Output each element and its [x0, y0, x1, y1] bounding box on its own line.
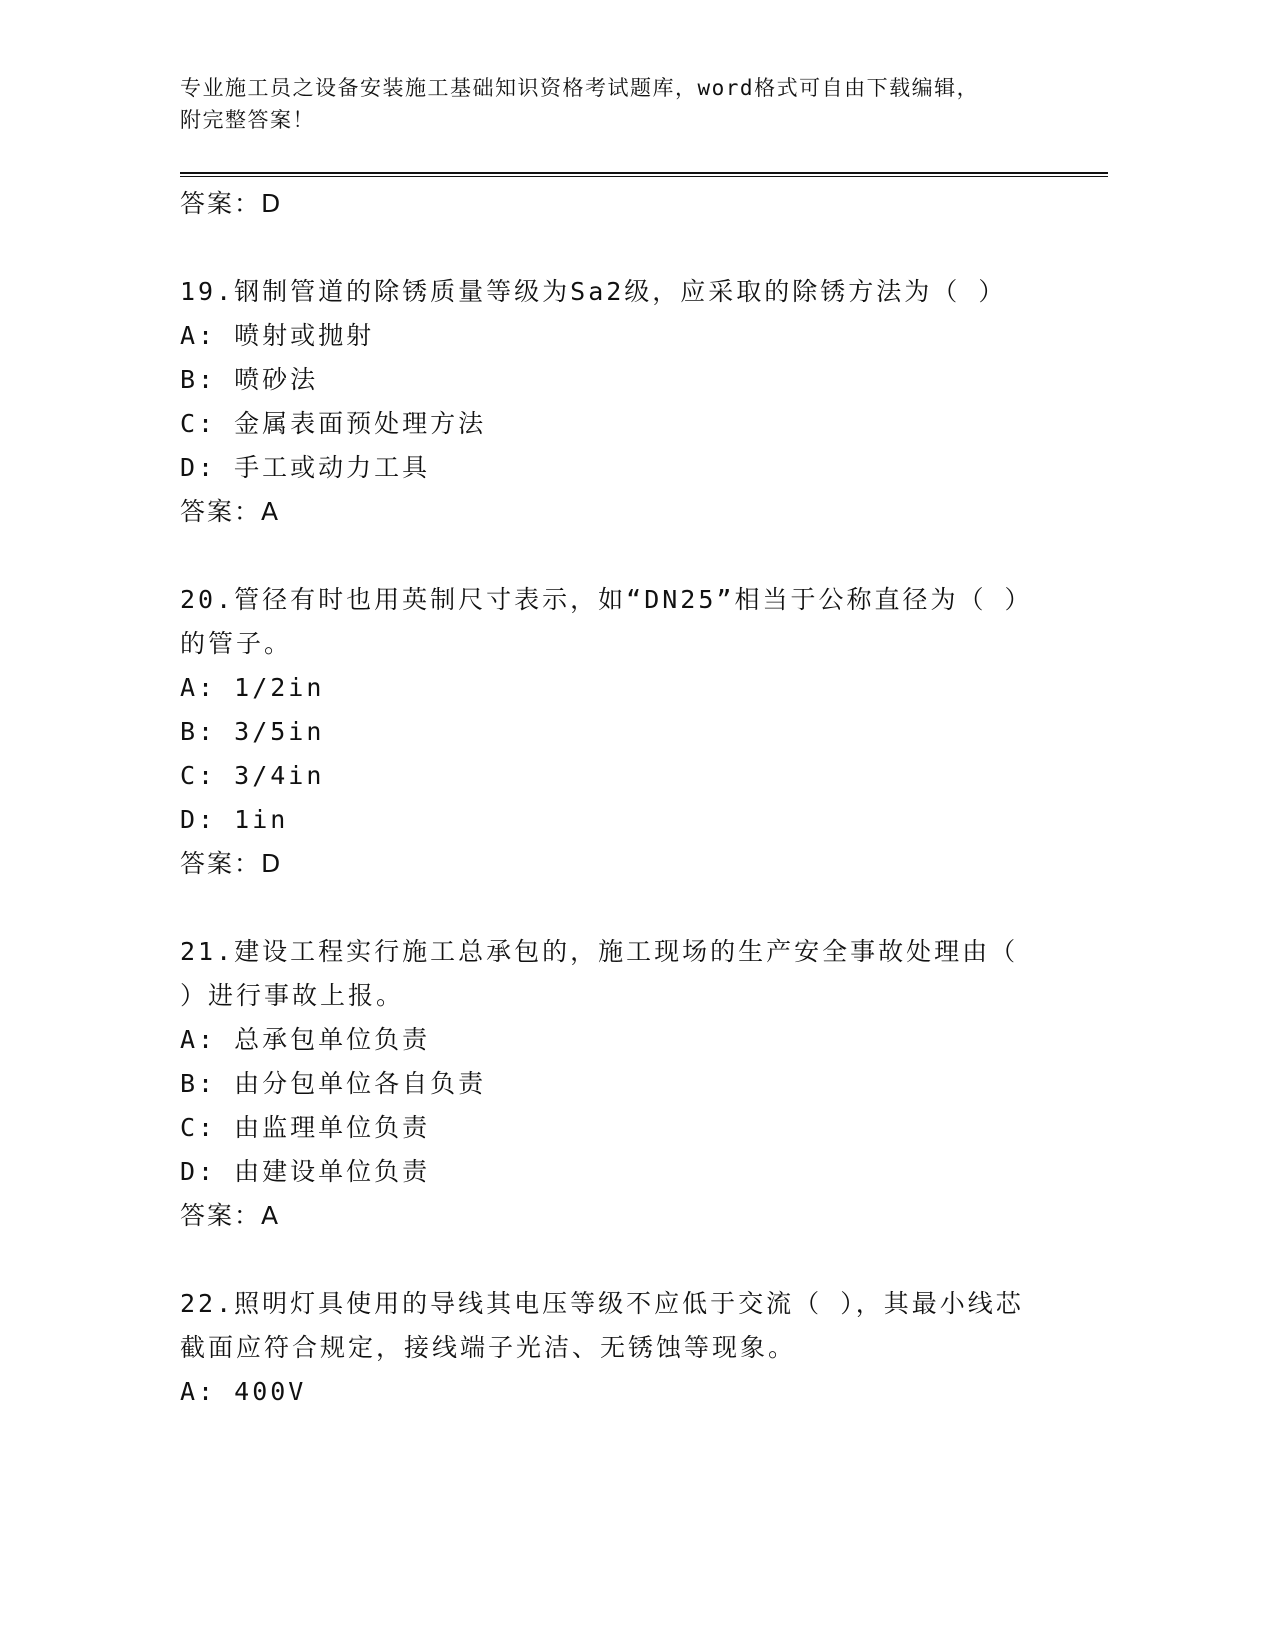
- question-21: [180, 930, 1060, 1238]
- option-d: D: 手工或动力工具: [180, 453, 431, 482]
- answer-label: 答案：A: [180, 1201, 281, 1230]
- option-d: D: 由建设单位负责: [180, 1157, 431, 1186]
- option-d: D: 1in: [180, 805, 289, 834]
- spacer: [180, 1238, 1060, 1282]
- answer-label: 答案：A: [180, 497, 281, 526]
- spacer: [180, 226, 1060, 270]
- question-text-cont: 的管子。: [180, 629, 293, 658]
- question-text-cont: ）进行事故上报。: [180, 981, 405, 1010]
- option-b: B: 由分包单位各自负责: [180, 1069, 487, 1098]
- question-text: 19.钢制管道的除锈质量等级为Sa2级，应采取的除锈方法为（ ）: [180, 277, 1007, 306]
- question-text-cont: 截面应符合规定，接线端子光洁、无锈蚀等现象。: [180, 1333, 797, 1362]
- answer-label-prev: 答案：D: [180, 189, 283, 218]
- option-a: A: 总承包单位负责: [180, 1025, 431, 1054]
- option-a: A: 1/2in: [180, 673, 325, 702]
- question-20: [180, 578, 1060, 886]
- option-b: B: 3/5in: [180, 717, 325, 746]
- spacer: [180, 534, 1060, 578]
- question-text: 22.照明灯具使用的导线其电压等级不应低于交流（ ），其最小线芯: [180, 1289, 1024, 1318]
- question-text: 21.建设工程实行施工总承包的，施工现场的生产安全事故处理由（: [180, 937, 1019, 966]
- document-header: [180, 72, 1040, 136]
- question-text: 20.管径有时也用英制尺寸表示，如“DN25”相当于公称直径为（ ）: [180, 585, 1033, 614]
- header-line-2: 附完整答案！: [180, 108, 315, 132]
- question-19: [180, 270, 1060, 534]
- header-divider: [180, 172, 1108, 177]
- option-c: C: 3/4in: [180, 761, 325, 790]
- header-line-1: 专业施工员之设备安装施工基础知识资格考试题库，word格式可自由下载编辑，: [180, 76, 980, 100]
- option-c: C: 由监理单位负责: [180, 1113, 431, 1142]
- answer-label: 答案：D: [180, 849, 283, 878]
- spacer: [180, 886, 1060, 930]
- option-b: B: 喷砂法: [180, 365, 319, 394]
- question-list: [180, 182, 1060, 1414]
- option-a: A: 喷射或抛射: [180, 321, 375, 350]
- question-22: [180, 1282, 1060, 1414]
- option-a: A: 400V: [180, 1377, 307, 1406]
- option-c: C: 金属表面预处理方法: [180, 409, 487, 438]
